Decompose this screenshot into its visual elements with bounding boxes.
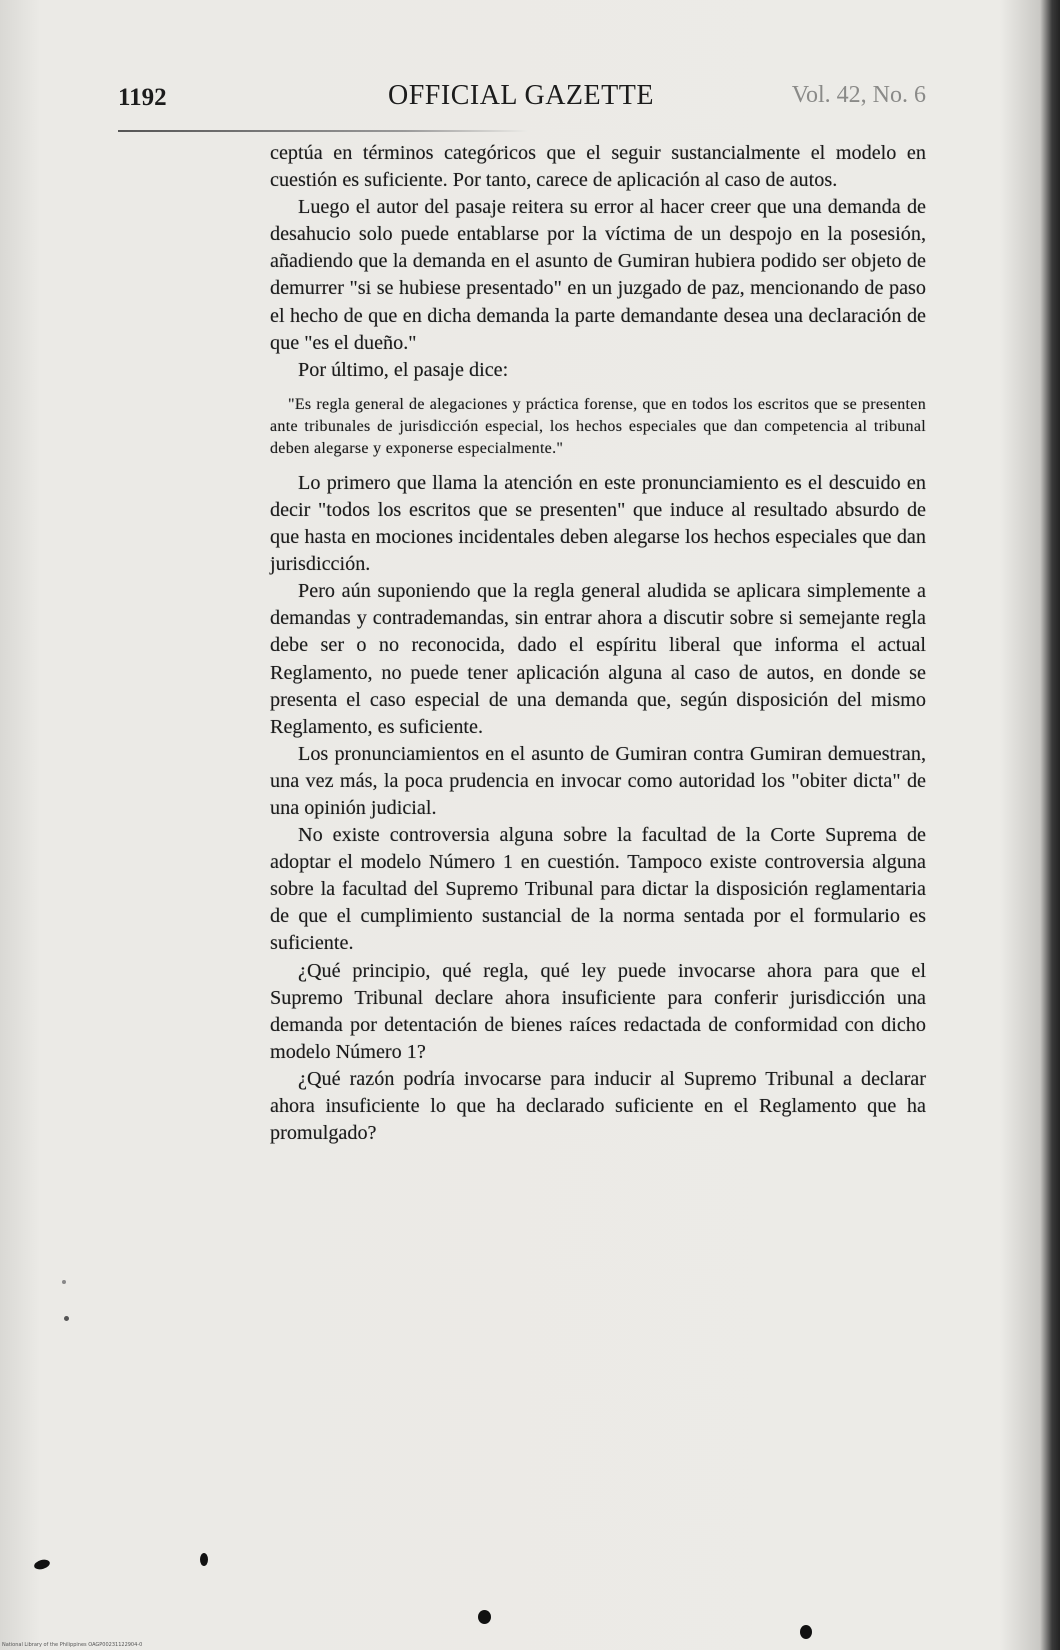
ink-blot-2	[200, 1553, 208, 1566]
ink-blot-3	[478, 1610, 491, 1624]
paragraph-9: ¿Qué razón podría invocarse para inducir al Supremo Tribunal a declarar ahora insuficiente lo que ha declarado suficiente en el Reglamento que ha promulgado?	[270, 1067, 926, 1145]
page-number: 1192	[118, 84, 167, 111]
gazette-title: OFFICIAL GAZETTE	[388, 80, 654, 111]
paragraph-6: Los pronunciamientos en el asunto de Gumiran contra Gumiran demuestran, una vez más, la poca prudencia en invocar como autoridad los "obiter dicta" de una opinión judicial.	[270, 742, 926, 819]
header-rule	[118, 130, 528, 132]
volume-issue: Vol. 42, No. 6	[791, 82, 926, 108]
scan-identifier: National Library of the Philippines OAGP00231122904-0	[2, 1642, 143, 1648]
quoted-passage: "Es regla general de alegaciones y práctica forense, que en todos los escritos que se presenten ante tribunales de jurisdicción especial, los hechos especiales que dan competencia al tribunal deben alegarse y exponerse especialmente."	[270, 395, 926, 457]
ink-blot-1	[33, 1558, 51, 1571]
speck-2	[62, 1280, 66, 1284]
page-header	[118, 78, 926, 118]
article-body	[270, 140, 926, 1147]
paragraph-7: No existe controversia alguna sobre la facultad de la Corte Suprema de adoptar el modelo Número 1 en cuestión. Tampoco existe controversia alguna sobre la facultad del Supremo Tribunal para dictar la disposición reglamentaria de que el cumplimiento sustancial de la norma sentada por el formulario es suficiente.	[270, 824, 926, 955]
paragraph-1: ceptúa en términos categóricos que el seguir sustancialmente el modelo en cuestión es suficiente. Por tanto, carece de aplicación al caso de autos.	[270, 142, 926, 192]
speck-1	[64, 1316, 69, 1321]
paragraph-8: ¿Qué principio, qué regla, qué ley puede invocarse ahora para que el Supremo Tribunal declare ahora insuficiente para conferir jurisdicción una demanda por detentación de bienes raíces redactada de conformidad con dicho modelo Número 1?	[270, 959, 926, 1063]
ink-blot-4	[800, 1625, 812, 1639]
paragraph-3: Por último, el pasaje dice:	[298, 358, 509, 381]
paragraph-5: Pero aún suponiendo que la regla general aludida se aplicara simplemente a demandas y contrademandas, sin entrar ahora a discutir sobre si semejante regla debe ser o no reconocida, dado el espíritu liberal que informa el actual Reglamento, no puede tener aplicación alguna al caso de autos, en donde se presenta el caso especial de una demanda que, según disposición del mismo Reglamento, es suficiente.	[270, 580, 926, 738]
paragraph-4: Lo primero que llama la atención en este pronunciamiento es el descuido en decir "todos los escritos que se presenten" que induce al resultado absurdo de que hasta en mociones incidentales deben alegarse los hechos especiales que dan jurisdicción.	[270, 471, 926, 576]
paragraph-2: Luego el autor del pasaje reitera su error al hacer creer que una demanda de desahucio solo puede entablarse por la víctima de un despojo en la posesión, añadiendo que la demanda en el asunto de Gumiran hubiera podido ser objeto de demurrer "si se hubiese presentado" en un juzgado de paz, mencionando de paso el hecho de que en dicha demanda la parte demandante desea una declaración de que "es el dueño."	[270, 196, 926, 354]
